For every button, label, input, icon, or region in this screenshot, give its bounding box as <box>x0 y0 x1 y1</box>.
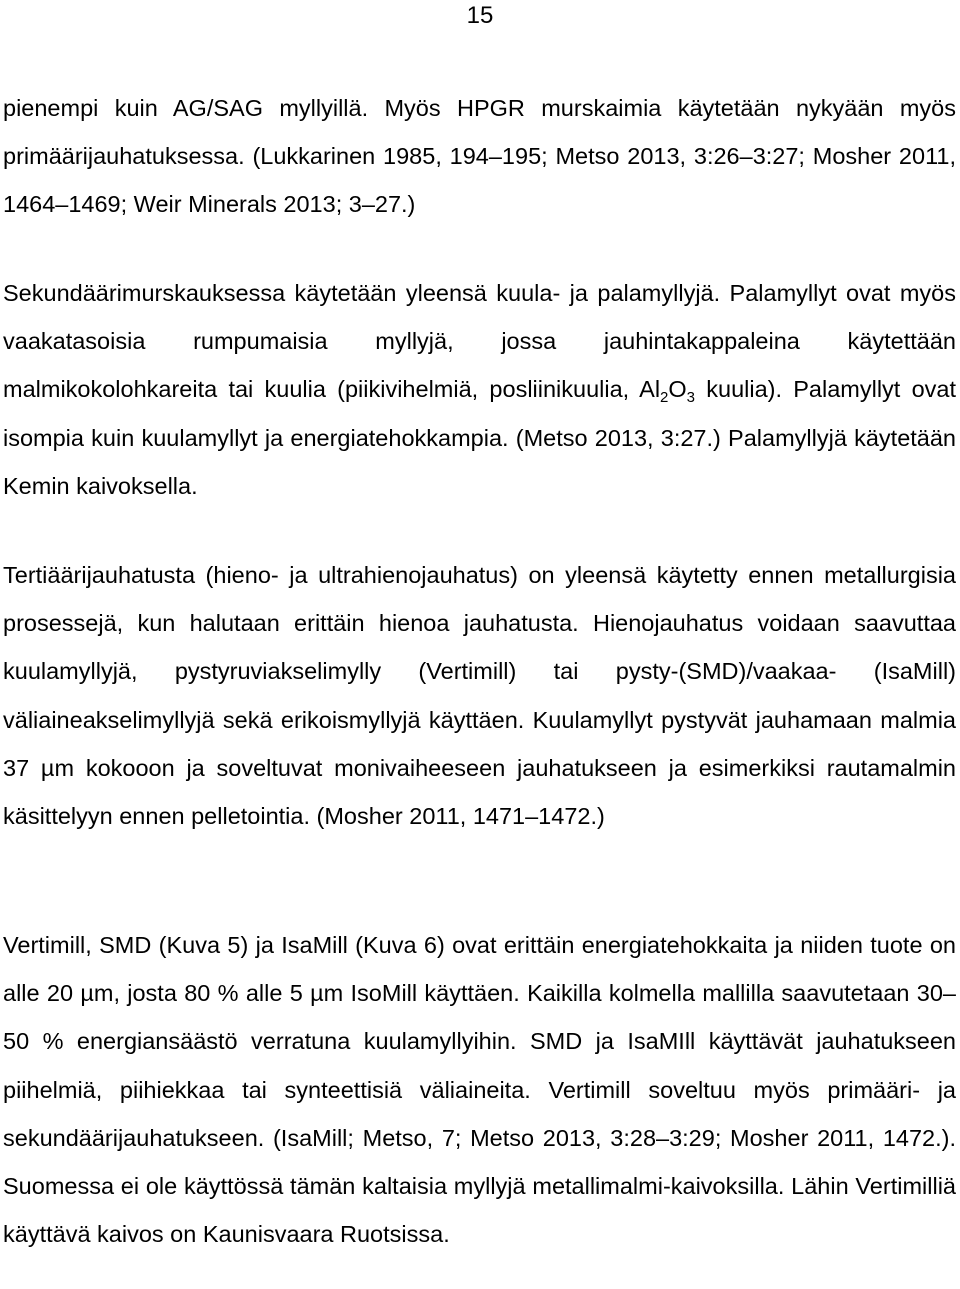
paragraph-tertiary-grinding: Tertiäärijauhatusta (hieno- ja ultrahienojauhatus) on yleensä käytetty ennen metallurgisia prosessejä, kun halutaan erittäin hienoa jauhatusta. Hienojauhatus voidaan saavuttaa kuulamyllyjä, pystyruviakselimylly (Vertimill) tai pysty-(SMD)/vaakaa- (IsaMill) väliaineakselimyllyjä sekä erikoismyllyjä käyttäen. Kuulamyllyt pystyvät jauhamaan malmia 37 µm kokooon ja soveltuvat monivaiheeseen jauhatukseen ja esimerkiksi rautamalmin käsittelyyn ennen pelletointia. (Mosher 2011, 1471–1472.) <box>3 562 956 830</box>
subscript-2: 2 <box>660 389 669 407</box>
oxygen-symbol: O <box>668 376 687 403</box>
paragraph-secondary-crushing <box>3 269 956 510</box>
page-number: 15 <box>466 2 494 29</box>
paragraph-vertimill-smd-isamill: Vertimill, SMD (Kuva 5) ja IsaMill (Kuva 6) ovat erittäin energiatehokkaita ja niiden tuote on alle 20 µm, josta 80 % alle 5 µm IsoMill käyttäen. Kaikilla kolmella mallilla saavutetaan 30–50 % energiansäästö verratuna kuulamyllyihin. SMD ja IsaMIll käyttävät jauhatukseen piihelmiä, piihiekkaa tai synteettisiä väliaineita. Vertimill soveltuu myös primääri- ja sekundäärijauhatukseen. (IsaMill; Metso, 7; Metso 2013, 3:28–3:29; Mosher 2011, 1472.). Suomessa ei ole käyttössä tämän kaltaisia myllyjä metallimalmi-kaivoksilla. Lähin Vertimilliä käyttävä kaivos on Kaunisvaara Ruotsissa. <box>3 932 956 1248</box>
subscript-3: 3 <box>686 389 696 407</box>
paragraph-grinding-methods: pienempi kuin AG/SAG myllyillä. Myös HPGR murskaimia käytetään nykyään myös primäärijauhatuksessa. (Lukkarinen 1985, 194–195; Metso 2013, 3:26–3:27; Mosher 2011, 1464–1469; Weir Minerals 2013; 3–27.) <box>3 95 956 218</box>
paragraph-text: kuulia). Palamyllyt ovat isompia kuin kuulamyllyt ja energiatehokkampia. (Metso 2013, 3:27.) Palamyllyjä käytetään Kemin kaivoksella. <box>3 376 957 499</box>
paragraph-text: Sekundäärimurskauksessa käytetään yleensä kuula- ja palamyllyjä. Palamyllyt ovat myös vaakatasoisia rumpumaisia myllyjä, jossa jauhintakappaleina käytettään malmikokolohkareita tai kuulia (piikivihelmiä, posliinikuulia, Al <box>3 280 956 403</box>
